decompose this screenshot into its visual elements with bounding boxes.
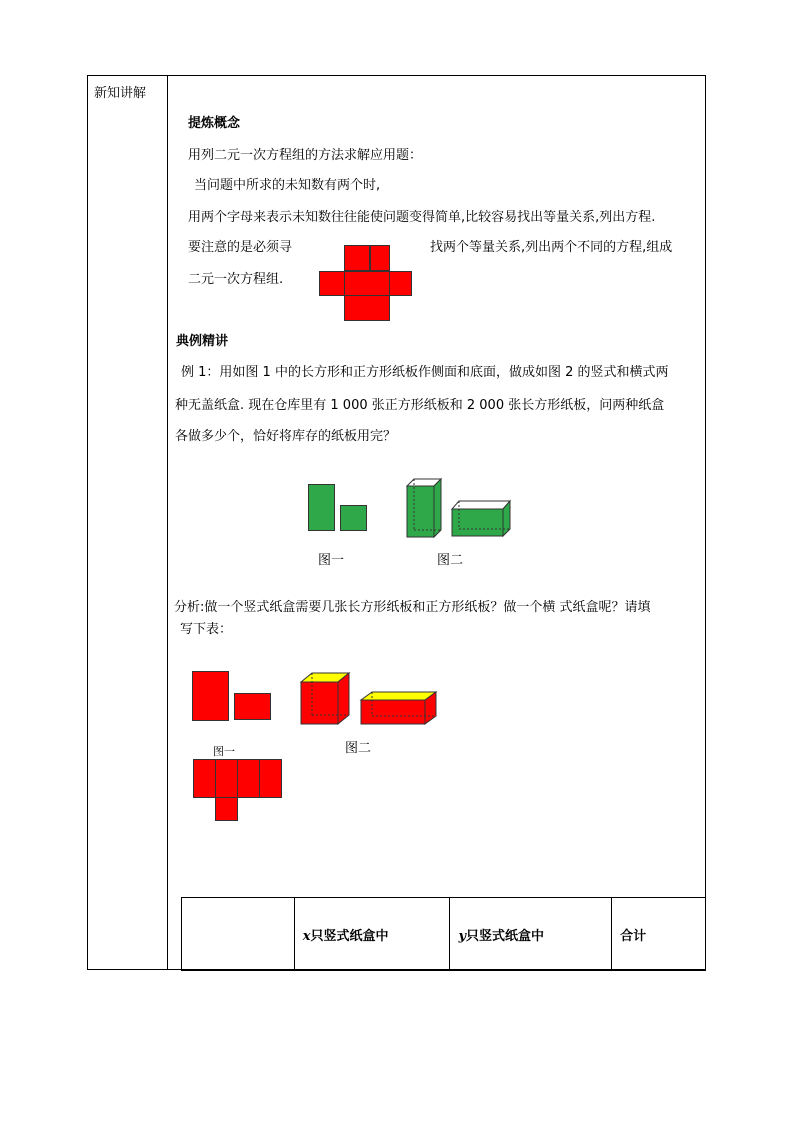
green-figure-caption-2: 图二	[437, 553, 464, 568]
concept-line-3: 用两个字母来表示未知数往往能使问题变得简单,比较容易找出等量关系,列出方程.	[188, 210, 656, 225]
red-box-figure-2	[298, 672, 440, 726]
table-header-total: 合计	[612, 898, 706, 971]
column-divider	[167, 75, 168, 970]
example-line-3: 各做多少个，恰好将库存的纸板用完？	[175, 429, 397, 444]
fill-in-table	[181, 897, 706, 971]
example-line-1: 例 1：用如图 1 中的长方形和正方形纸板作侧面和底面，做成如图 2 的竖式和横式两	[181, 365, 669, 380]
table-header-vertical-x: x只竖式纸盒中	[294, 898, 450, 971]
table-row	[182, 898, 706, 971]
concept-line-5: 二元一次方程组.	[188, 272, 284, 287]
concept-line-4a: 要注意的是必须寻	[188, 240, 293, 255]
concept-line-4b: 找两个等量关系,列出两个不同的方程,组成	[430, 240, 673, 255]
section-heading-examples: 典例精讲	[176, 334, 229, 349]
analysis-line-1: 分析:做一个竖式纸盒需要几张长方形纸板和正方形纸板？做一个横 式纸盒呢？请填	[174, 600, 651, 615]
concept-line-2: 当问题中所求的未知数有两个时,	[194, 178, 381, 193]
green-box-figure-2	[400, 477, 515, 539]
example-line-2: 种无盖纸盒. 现在仓库里有 1 000 张正方形纸板和 2 000 张长方形纸板，问两种纸盒	[175, 398, 665, 413]
analysis-line-2: 写下表：	[180, 622, 233, 637]
concept-line-1: 用列二元一次方程组的方法求解应用题：	[188, 148, 423, 163]
red-figure-caption-1: 图一	[213, 745, 235, 758]
green-figure-caption-1: 图一	[318, 553, 345, 568]
table-cell-empty[interactable]	[182, 898, 295, 971]
table-header-vertical-y: y只竖式纸盒中	[450, 898, 612, 971]
red-figure-caption-2: 图二	[345, 741, 372, 756]
left-label: 新知讲解	[94, 86, 147, 101]
section-heading-concept: 提炼概念	[188, 116, 241, 131]
